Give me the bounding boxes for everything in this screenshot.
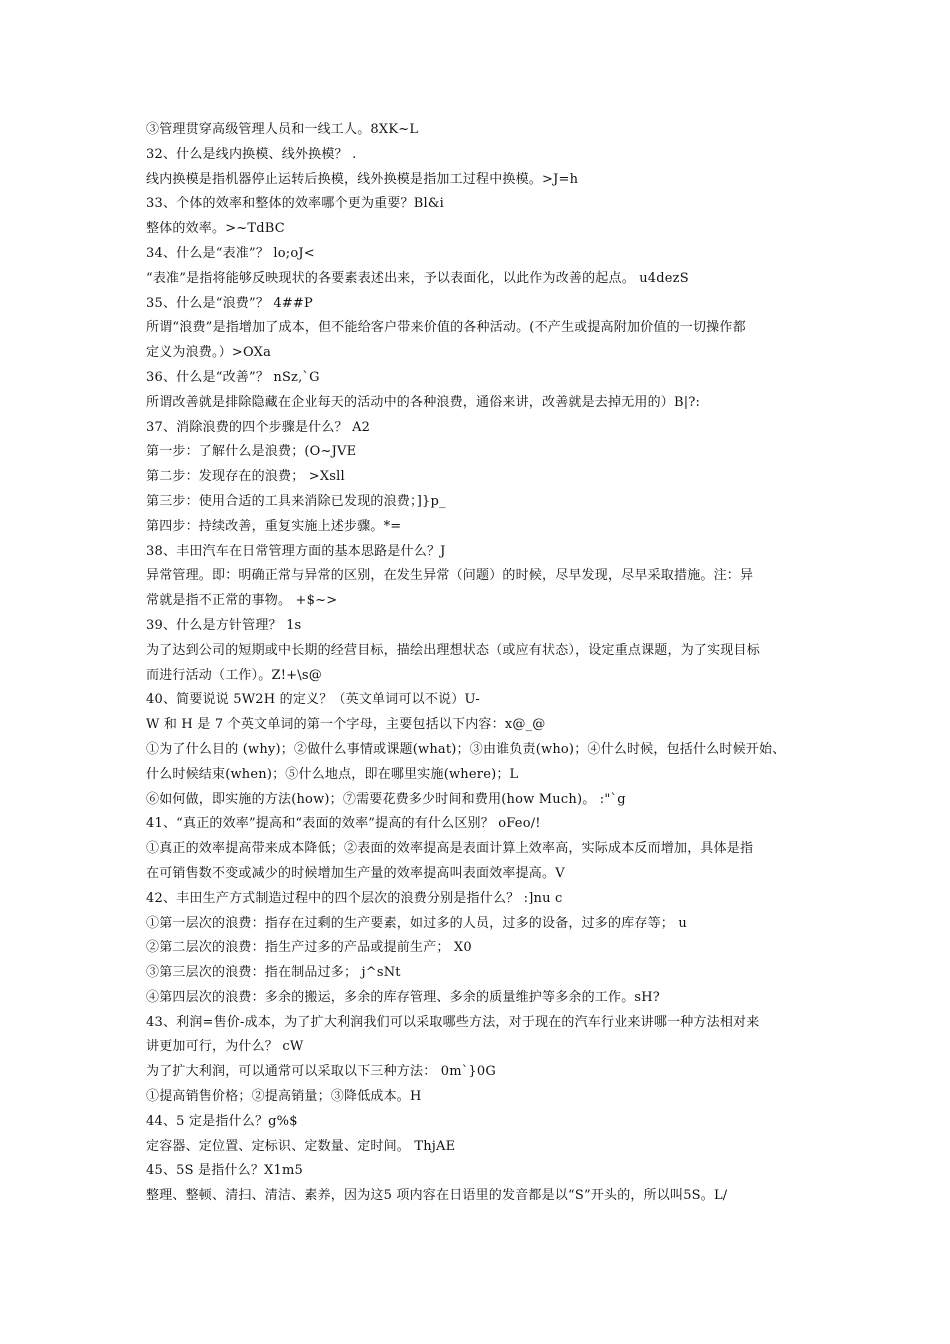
answer-line: 整体的效率。>~TdBC (146, 221, 285, 237)
answer-line: ①第一层次的浪费：指存在过剩的生产要素，如过多的人员，过多的设备，过多的库存等； u (146, 915, 687, 931)
question-line: 37、消除浪费的四个步骤是什么？ A2 (146, 419, 371, 435)
answer-line: 第三步：使用合适的工具来消除已发现的浪费；]}p_ (146, 493, 446, 509)
answer-line: 什么时候结束(when)；⑤什么地点，即在哪里实施(where)；L (146, 766, 519, 782)
answer-line: W 和 H 是 7 个英文单词的第一个字母，主要包括以下内容：x@_@ (146, 717, 546, 733)
question-line: 45、5S 是指什么？X1m5 (146, 1163, 303, 1179)
question-line: 32、什么是线内换模、线外换模？ . (146, 146, 357, 162)
question-line: 34、什么是“表准”？ lo;oJ< (146, 245, 315, 261)
answer-line: 第四步：持续改善，重复实施上述步骤。*= (146, 518, 402, 534)
answer-line: ④第四层次的浪费：多余的搬运，多余的库存管理、多余的质量维护等多余的工作。sH? (146, 989, 660, 1005)
answer-line: “表准”是指将能够反映现状的各要素表述出来，予以表面化，以此作为改善的起点。 u4dezS (146, 270, 689, 286)
question-line: 41、“真正的效率”提高和“表面的效率”提高的有什么区别？ oFeo/! (146, 816, 541, 832)
answer-line: ①真正的效率提高带来成本降低；②表面的效率提高是表面计算上效率高，实际成本反而增加，具体是指 (146, 841, 754, 857)
question-line: 36、什么是“改善”？ nSz,`G (146, 369, 320, 385)
answer-line: 第二步：发现存在的浪费； >Xsll (146, 469, 345, 485)
answer-line: ②第二层次的浪费：指生产过多的产品或提前生产； X0 (146, 940, 472, 956)
answer-line: 整理、整顿、清扫、清洁、素养，因为这5 项内容在日语里的发音都是以“S”开头的，所以叫5S。L/ (146, 1188, 728, 1204)
answer-line: 定容器、定位置、定标识、定数量、定时间。 ThjAE (146, 1138, 456, 1154)
answer-line: 在可销售数不变或减少的时候增加生产量的效率提高叫表面效率提高。V (146, 865, 565, 881)
answer-line: ③第三层次的浪费：指在制品过多； j^sNt (146, 965, 401, 981)
question-line: 33、个体的效率和整体的效率哪个更为重要？Bl&i (146, 196, 444, 212)
answer-line: 为了扩大利润，可以通常可以采取以下三种方法： 0m`}0G (146, 1064, 496, 1080)
question-line: 35、什么是“浪费”？ 4##P (146, 295, 313, 311)
answer-line: 所谓改善就是排除隐藏在企业每天的活动中的各种浪费，通俗来讲，改善就是去掉无用的）B|?: (146, 394, 701, 410)
answer-line: 而进行活动（工作）。Z!+\s@ (146, 667, 322, 683)
answer-line: 异常管理。即：明确正常与异常的区别，在发生异常（问题）的时候，尽早发现，尽早采取措施。注：异 (146, 568, 754, 584)
answer-line: 定义为浪费。）>OXa (146, 345, 272, 361)
answer-line: ①为了什么目的 (why)；②做什么事情或课题(what)；③由谁负责(who)；④什么时候，包括什么时候开始、 (146, 741, 786, 757)
answer-line: 常就是指不正常的事物。 +$~> (146, 593, 338, 609)
question-line: 讲更加可行，为什么？ cW (146, 1039, 304, 1055)
answer-line: ⑥如何做，即实施的方法(how)；⑦需要花费多少时间和费用(how Much)。 :"`g (146, 791, 626, 807)
answer-line: 线内换模是指机器停止运转后换模，线外换模是指加工过程中换模。>J=h (146, 171, 579, 187)
question-line: 44、5 定是指什么？g%$ (146, 1113, 298, 1129)
document-page (146, 118, 810, 1209)
question-line: 40、简要说说 5W2H 的定义？（英文单词可以不说）U- (146, 692, 480, 708)
question-line: 42、丰田生产方式制造过程中的四个层次的浪费分别是指什么？ :]nu c (146, 890, 563, 906)
answer-line: 为了达到公司的短期或中长期的经营目标，描绘出理想状态（或应有状态），设定重点课题，为了实现目标 (146, 642, 760, 658)
answer-line: 第一步：了解什么是浪费；(O~JVE (146, 444, 357, 460)
answer-line: 所谓“浪费”是指增加了成本，但不能给客户带来价值的各种活动。(不产生或提高附加价值的一切操作都 (146, 320, 746, 336)
question-line: 39、什么是方针管理？ 1s (146, 617, 302, 633)
question-line: 38、丰田汽车在日常管理方面的基本思路是什么？J (146, 543, 446, 559)
question-line: 43、利润=售价-成本，为了扩大利润我们可以采取哪些方法，对于现在的汽车行业来讲哪一种方法相对来 (146, 1014, 760, 1030)
text-line: ③管理贯穿高级管理人员和一线工人。8XK~L (146, 122, 419, 137)
answer-line: ①提高销售价格；②提高销量；③降低成本。H (146, 1089, 422, 1105)
